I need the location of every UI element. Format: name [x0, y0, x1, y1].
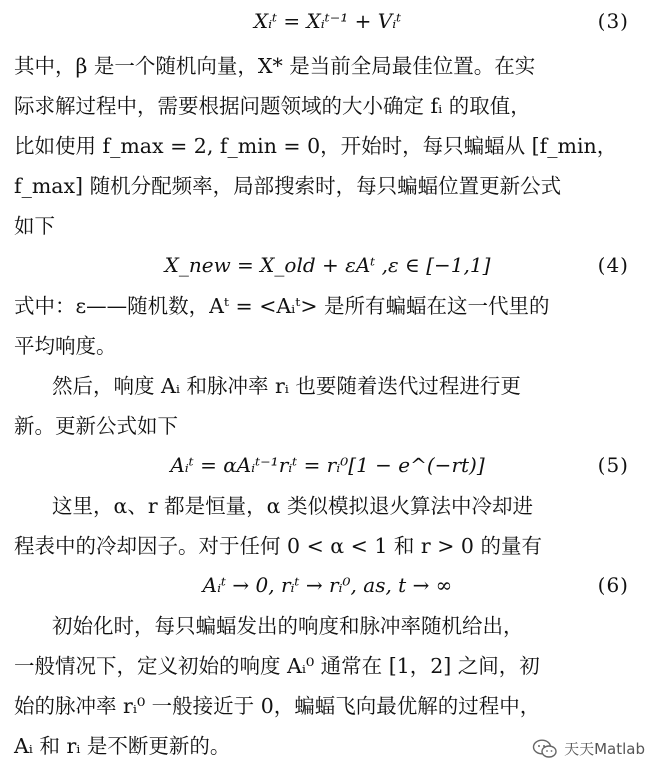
paragraph-2-line-2: 平均响度。 [14, 334, 117, 358]
paragraph-1-line-2: 际求解过程中，需要根据问题领域的大小确定 fᵢ 的取值， [14, 94, 531, 118]
equation-4-body: X_new = X_old + εAᵗ ,ε ∈ [−1,1] [164, 253, 491, 277]
equation-4 [0, 250, 655, 280]
paragraph-1-line-1: 其中，β 是一个随机向量，X* 是当前全局最佳位置。在实 [14, 54, 536, 78]
equation-5-body: Aᵢᵗ = αAᵢᵗ⁻¹rᵢᵗ = rᵢ⁰[1 − e^(−rt)] [170, 453, 485, 477]
equation-3 [0, 6, 655, 36]
equation-5 [0, 450, 655, 480]
paragraph-1-line-4: f_max] 随机分配频率，局部搜索时，每只蝙蝠位置更新公式 [14, 174, 562, 198]
paragraph-3-line-2: 新。更新公式如下 [14, 414, 178, 438]
equation-6-body: Aᵢᵗ → 0, rᵢᵗ → rᵢ⁰, as, t → ∞ [202, 573, 453, 597]
paragraph-4-line-2: 程表中的冷却因子。对于任何 0 < α < 1 和 r > 0 的量有 [14, 534, 542, 558]
equation-3-body: Xᵢᵗ = Xᵢᵗ⁻¹ + Vᵢᵗ [253, 9, 402, 33]
paragraph-5-line-4: Aᵢ 和 rᵢ 是不断更新的。 [14, 734, 231, 758]
paragraph-5-line-1: 初始化时，每只蝙蝠发出的响度和脉冲率随机给出， [52, 614, 524, 638]
watermark-text: 天天Matlab [564, 740, 645, 758]
paragraph-1-line-3: 比如使用 f_max = 2, f_min = 0，开始时，每只蝙蝠从 [f_min， [14, 134, 618, 158]
paragraph-5-line-3: 始的脉冲率 rᵢ⁰ 一般接近于 0，蝙蝠飞向最优解的过程中， [14, 694, 541, 718]
watermark [532, 738, 645, 759]
wechat-icon [532, 739, 558, 759]
paragraph-4-line-1: 这里，α、r 都是恒量，α 类似模拟退火算法中冷却进 [52, 494, 534, 518]
paragraph-2-line-1: 式中：ε——随机数，Aᵗ = <Aᵢᵗ> 是所有蝙蝠在这一代里的 [14, 294, 550, 318]
paragraph-5-line-2: 一般情况下，定义初始的响度 Aᵢ⁰ 通常在 [1，2] 之间，初 [14, 654, 540, 678]
equation-5-number: (5) [597, 453, 629, 477]
equation-6 [0, 570, 655, 600]
equation-4-number: (4) [597, 253, 629, 277]
equation-3-number: (3) [597, 9, 629, 33]
equation-6-number: (6) [597, 573, 629, 597]
paragraph-1-line-5: 如下 [14, 214, 55, 238]
paragraph-3-line-1: 然后，响度 Aᵢ 和脉冲率 rᵢ 也要随着迭代过程进行更 [52, 374, 521, 398]
